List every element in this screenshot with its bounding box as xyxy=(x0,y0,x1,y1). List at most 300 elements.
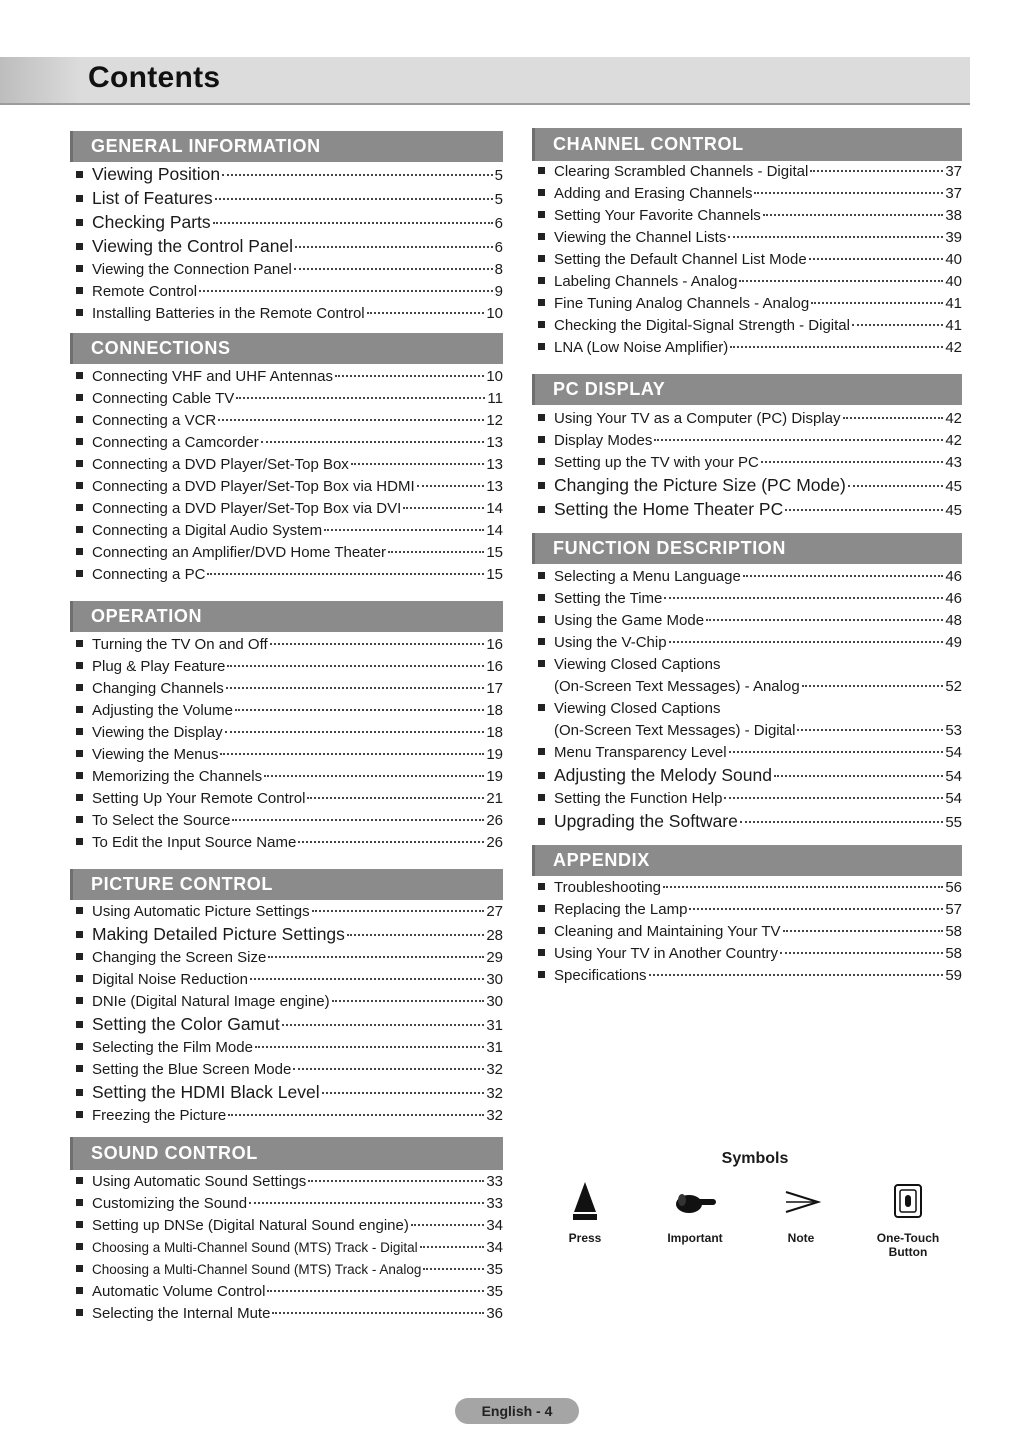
bullet-icon xyxy=(538,572,545,579)
bullet-icon xyxy=(538,660,545,667)
toc-item-label: Using the Game Mode xyxy=(554,612,705,629)
dot-leader xyxy=(783,930,944,932)
bullet-icon xyxy=(76,1265,83,1272)
toc-item-page: 12 xyxy=(486,412,503,429)
toc-item xyxy=(532,161,962,183)
toc-item xyxy=(70,700,503,722)
section-general-information xyxy=(70,131,503,325)
dot-leader xyxy=(228,1114,484,1116)
symbols-title: Symbols xyxy=(721,1150,789,1167)
toc-item-label: Changing the Screen Size xyxy=(92,949,267,966)
toc-item-page: 35 xyxy=(486,1283,503,1300)
toc-item-label: Checking the Digital-Signal Strength - Digital xyxy=(554,317,850,334)
toc-item xyxy=(532,452,962,474)
dot-leader xyxy=(249,1202,484,1204)
toc-list xyxy=(532,161,962,359)
toc-item-page: 13 xyxy=(486,434,503,451)
toc-item xyxy=(532,249,962,271)
toc-item-page: 26 xyxy=(486,812,503,829)
toc-item xyxy=(532,227,962,249)
toc-list xyxy=(70,1171,503,1325)
dot-leader xyxy=(322,1092,485,1094)
section-header: APPENDIX xyxy=(532,845,962,876)
toc-item-label: Replacing the Lamp xyxy=(554,901,688,918)
dot-leader xyxy=(774,775,943,777)
dot-leader xyxy=(420,1246,485,1248)
bullet-icon xyxy=(76,482,83,489)
toc-item-page: 41 xyxy=(945,295,962,312)
dot-leader xyxy=(255,1046,484,1048)
toc-item-page: 43 xyxy=(945,454,962,471)
toc-item-page: 33 xyxy=(486,1195,503,1212)
toc-item-label: Memorizing the Channels xyxy=(92,768,263,785)
bullet-icon xyxy=(76,907,83,914)
toc-item-page: 39 xyxy=(945,229,962,246)
toc-item xyxy=(532,720,962,742)
toc-item xyxy=(532,588,962,610)
section-picture-control xyxy=(70,869,503,1127)
toc-item-label: Setting the Function Help xyxy=(554,790,723,807)
toc-item xyxy=(70,1059,503,1081)
bullet-icon xyxy=(538,321,545,328)
toc-item-page: 58 xyxy=(945,923,962,940)
toc-item xyxy=(70,187,503,211)
toc-item-label: Menu Transparency Level xyxy=(554,744,727,761)
bullet-icon xyxy=(76,750,83,757)
toc-item-label: Setting the Home Theater PC xyxy=(554,499,784,519)
toc-item-page: 42 xyxy=(945,339,962,356)
toc-item xyxy=(532,183,962,205)
toc-item xyxy=(70,410,503,432)
bullet-icon xyxy=(76,1177,83,1184)
dot-leader xyxy=(324,529,484,531)
toc-item xyxy=(70,1013,503,1037)
toc-item-label: Viewing the Control Panel xyxy=(92,236,294,256)
symbol-label: Important xyxy=(667,1231,723,1245)
dot-leader xyxy=(811,302,943,304)
title-bar-fade xyxy=(0,57,82,103)
bullet-icon xyxy=(538,299,545,306)
toc-item-label: (On-Screen Text Messages) - Digital xyxy=(554,722,796,739)
bullet-icon xyxy=(76,794,83,801)
toc-item-page: 5 xyxy=(494,191,503,208)
dot-leader xyxy=(852,324,943,326)
toc-item-page: 19 xyxy=(486,746,503,763)
toc-item-label: Connecting a DVD Player/Set-Top Box xyxy=(92,456,349,473)
toc-item-page: 55 xyxy=(945,814,962,831)
symbol-label: Note xyxy=(787,1231,815,1245)
toc-item-label: Digital Noise Reduction xyxy=(92,971,248,988)
dot-leader xyxy=(743,575,944,577)
dot-leader xyxy=(227,665,484,667)
toc-item-page: 29 xyxy=(486,949,503,966)
toc-item xyxy=(70,634,503,656)
dot-leader xyxy=(797,729,943,731)
bullet-icon xyxy=(76,309,83,316)
toc-item-page: 16 xyxy=(486,658,503,675)
dot-leader xyxy=(780,952,943,954)
dot-leader xyxy=(261,441,485,443)
toc-item xyxy=(70,1303,503,1325)
toc-item-page: 59 xyxy=(945,967,962,984)
press-arrow-icon xyxy=(570,1180,600,1222)
bullet-icon xyxy=(76,953,83,960)
bullet-icon xyxy=(76,526,83,533)
toc-item-page: 42 xyxy=(945,432,962,449)
symbols-legend xyxy=(545,1140,965,1270)
toc-item-label: Viewing the Connection Panel xyxy=(92,261,292,278)
dot-leader xyxy=(232,819,484,821)
section-function-description xyxy=(532,533,962,834)
toc-item xyxy=(70,656,503,678)
dot-leader xyxy=(411,1224,484,1226)
toc-item-page: 14 xyxy=(486,500,503,517)
toc-item xyxy=(70,1193,503,1215)
toc-list xyxy=(70,366,503,586)
toc-item-page: 9 xyxy=(494,283,503,300)
toc-item xyxy=(70,947,503,969)
bullet-icon xyxy=(76,975,83,982)
toc-item xyxy=(532,566,962,588)
toc-item-label: Viewing Position xyxy=(92,164,221,184)
dot-leader xyxy=(848,485,944,487)
toc-item xyxy=(70,564,503,586)
toc-item xyxy=(70,810,503,832)
bullet-icon xyxy=(76,1199,83,1206)
toc-item-label: Using Your TV as a Computer (PC) Display xyxy=(554,410,841,427)
toc-item-label: Using Your TV in Another Country xyxy=(554,945,779,962)
toc-item-label: Remote Control xyxy=(92,283,198,300)
dot-leader xyxy=(294,268,493,270)
toc-item-page: 49 xyxy=(945,634,962,651)
toc-item-label: Fine Tuning Analog Channels - Analog xyxy=(554,295,810,312)
toc-item-label: To Edit the Input Source Name xyxy=(92,834,297,851)
bullet-icon xyxy=(76,662,83,669)
bullet-icon xyxy=(76,460,83,467)
dot-leader xyxy=(235,709,484,711)
toc-item xyxy=(532,610,962,632)
toc-item-label: Connecting an Amplifier/DVD Home Theater xyxy=(92,544,387,561)
bullet-icon xyxy=(538,255,545,262)
toc-item xyxy=(532,676,962,698)
toc-item xyxy=(532,408,962,430)
toc-item-label: Connecting a PC xyxy=(92,566,206,583)
toc-item-page: 48 xyxy=(945,612,962,629)
toc-item-page: 8 xyxy=(494,261,503,278)
dot-leader xyxy=(270,643,485,645)
dot-leader xyxy=(754,192,943,194)
toc-item-page: 28 xyxy=(486,927,503,944)
toc-item xyxy=(70,476,503,498)
bullet-icon xyxy=(538,971,545,978)
toc-item xyxy=(70,722,503,744)
toc-item-page: 10 xyxy=(486,305,503,322)
page-title: Contents xyxy=(88,61,221,94)
toc-item-page: 54 xyxy=(945,790,962,807)
toc-item-page: 35 xyxy=(486,1261,503,1278)
dot-leader xyxy=(225,731,485,733)
toc-item xyxy=(70,788,503,810)
toc-item-page: 13 xyxy=(486,478,503,495)
toc-item-page: 41 xyxy=(945,317,962,334)
bullet-icon xyxy=(76,1287,83,1294)
toc-item xyxy=(532,315,962,337)
dot-leader xyxy=(810,170,943,172)
bullet-icon xyxy=(538,818,545,825)
toc-item-label: Using the V-Chip xyxy=(554,634,667,651)
dot-leader xyxy=(335,375,484,377)
bullet-icon xyxy=(76,684,83,691)
toc-item-page: 38 xyxy=(945,207,962,224)
symbol-label: Press xyxy=(568,1231,602,1245)
section-header: PICTURE CONTROL xyxy=(70,869,503,900)
toc-item-label: Installing Batteries in the Remote Control xyxy=(92,305,365,322)
toc-item-label: Connecting a DVD Player/Set-Top Box via HDMI xyxy=(92,478,415,495)
toc-item-label: Connecting Cable TV xyxy=(92,390,235,407)
toc-list xyxy=(532,877,962,987)
toc-item-page: 46 xyxy=(945,590,962,607)
toc-item-label: Troubleshooting xyxy=(554,879,662,896)
toc-item-label: Viewing the Display xyxy=(92,724,223,741)
toc-item xyxy=(70,1215,503,1237)
bullet-icon xyxy=(538,458,545,465)
toc-item-label: Customizing the Sound xyxy=(92,1195,248,1212)
dot-leader xyxy=(215,198,493,200)
toc-list xyxy=(70,634,503,854)
section-header: SOUND CONTROL xyxy=(70,1137,503,1170)
toc-item xyxy=(70,235,503,259)
toc-item-label: Automatic Volume Control xyxy=(92,1283,266,1300)
toc-item-page: 31 xyxy=(486,1017,503,1034)
bullet-icon xyxy=(76,1043,83,1050)
bullet-icon xyxy=(538,414,545,421)
toc-list xyxy=(532,566,962,834)
bullet-icon xyxy=(76,394,83,401)
dot-leader xyxy=(268,956,484,958)
dot-leader xyxy=(222,174,493,176)
dot-leader xyxy=(264,775,484,777)
bullet-icon xyxy=(76,1021,83,1028)
toc-item-label: Making Detailed Picture Settings xyxy=(92,924,345,944)
section-header: GENERAL INFORMATION xyxy=(70,131,503,162)
dot-leader xyxy=(213,222,493,224)
toc-item xyxy=(70,901,503,923)
toc-item xyxy=(532,788,962,810)
toc-item xyxy=(532,877,962,899)
page-number-footer: English - 4 xyxy=(455,1398,579,1424)
toc-item-label: Choosing a Multi-Channel Sound (MTS) Track - Analog xyxy=(92,1262,422,1277)
toc-item-label: Setting Your Favorite Channels xyxy=(554,207,761,224)
toc-item xyxy=(532,654,962,676)
dot-leader xyxy=(423,1268,484,1270)
section-operation xyxy=(70,601,503,854)
dot-leader xyxy=(664,597,943,599)
dot-leader xyxy=(728,236,943,238)
bullet-icon xyxy=(76,1089,83,1096)
dot-leader xyxy=(295,246,493,248)
section-sound-control xyxy=(70,1137,503,1325)
toc-item-page: 18 xyxy=(486,702,503,719)
dot-leader xyxy=(272,1312,484,1314)
dot-leader xyxy=(226,687,485,689)
dot-leader xyxy=(199,290,493,292)
toc-item-page: 42 xyxy=(945,410,962,427)
bullet-icon xyxy=(76,265,83,272)
bullet-icon xyxy=(538,748,545,755)
dot-leader xyxy=(761,461,943,463)
dot-leader xyxy=(417,485,485,487)
toc-item-page: 30 xyxy=(486,971,503,988)
toc-item-page: 19 xyxy=(486,768,503,785)
note-arrow-icon xyxy=(778,1180,824,1222)
toc-item-page: 30 xyxy=(486,993,503,1010)
toc-item-label: Setting the Color Gamut xyxy=(92,1014,280,1034)
dot-leader xyxy=(802,685,944,687)
toc-item xyxy=(70,259,503,281)
bullet-icon xyxy=(76,171,83,178)
bullet-icon xyxy=(76,838,83,845)
bullet-icon xyxy=(538,927,545,934)
toc-item xyxy=(70,211,503,235)
toc-item-label: Turning the TV On and Off xyxy=(92,636,268,653)
toc-item-label: Adjusting the Volume xyxy=(92,702,233,719)
toc-item xyxy=(70,923,503,947)
bullet-icon xyxy=(538,949,545,956)
symbol-note xyxy=(751,1180,851,1245)
dot-leader xyxy=(689,908,943,910)
dot-leader xyxy=(663,886,943,888)
toc-item-label: Adding and Erasing Channels xyxy=(554,185,753,202)
dot-leader xyxy=(282,1024,485,1026)
toc-item-page: 34 xyxy=(486,1239,503,1256)
toc-item xyxy=(70,1259,503,1281)
bullet-icon xyxy=(76,1221,83,1228)
toc-item xyxy=(532,764,962,788)
toc-item-label: Viewing the Channel Lists xyxy=(554,229,727,246)
bullet-icon xyxy=(76,372,83,379)
bullet-icon xyxy=(538,506,545,513)
bullet-icon xyxy=(76,1309,83,1316)
bullet-icon xyxy=(76,640,83,647)
bullet-icon xyxy=(538,277,545,284)
bullet-icon xyxy=(538,343,545,350)
bullet-icon xyxy=(76,816,83,823)
bullet-icon xyxy=(76,195,83,202)
toc-item-label: Setting the Time xyxy=(554,590,663,607)
dot-leader xyxy=(388,551,484,553)
toc-item-page: 37 xyxy=(945,163,962,180)
bullet-icon xyxy=(76,931,83,938)
toc-item-label: Cleaning and Maintaining Your TV xyxy=(554,923,781,940)
toc-item-label: Freezing the Picture xyxy=(92,1107,227,1124)
dot-leader xyxy=(293,1068,484,1070)
dot-leader xyxy=(706,619,943,621)
toc-item-page: 32 xyxy=(486,1061,503,1078)
dot-leader xyxy=(220,753,484,755)
toc-item-page: 54 xyxy=(945,768,962,785)
toc-item-page: 33 xyxy=(486,1173,503,1190)
dot-leader xyxy=(763,214,944,216)
toc-item xyxy=(532,965,962,987)
toc-item xyxy=(70,1237,503,1259)
dot-leader xyxy=(367,312,485,314)
section-pc-display xyxy=(532,374,962,522)
toc-item-page: 18 xyxy=(486,724,503,741)
toc-item-page: 56 xyxy=(945,879,962,896)
toc-item-label: Connecting a Digital Audio System xyxy=(92,522,323,539)
toc-item xyxy=(70,520,503,542)
toc-item xyxy=(70,1171,503,1193)
toc-item-page: 15 xyxy=(486,544,503,561)
pointing-hand-icon xyxy=(672,1180,718,1222)
toc-item-label: Display Modes xyxy=(554,432,653,449)
dot-leader xyxy=(351,463,485,465)
toc-item xyxy=(70,1105,503,1127)
toc-item-label: Setting the HDMI Black Level xyxy=(92,1082,320,1102)
toc-item xyxy=(532,430,962,452)
bullet-icon xyxy=(538,883,545,890)
toc-item xyxy=(70,163,503,187)
dot-leader xyxy=(724,797,943,799)
bullet-icon xyxy=(76,706,83,713)
bullet-icon xyxy=(538,905,545,912)
dot-leader xyxy=(654,439,943,441)
bullet-icon xyxy=(538,211,545,218)
toc-item xyxy=(70,1281,503,1303)
section-header: FUNCTION DESCRIPTION xyxy=(532,533,962,564)
toc-item xyxy=(532,474,962,498)
toc-item xyxy=(532,205,962,227)
dot-leader xyxy=(649,974,944,976)
bullet-icon xyxy=(76,997,83,1004)
symbol-important xyxy=(645,1180,745,1245)
toc-item-page: 45 xyxy=(945,478,962,495)
dot-leader xyxy=(236,397,485,399)
toc-item-page: 14 xyxy=(486,522,503,539)
toc-item-label: Connecting a DVD Player/Set-Top Box via DVI xyxy=(92,500,402,517)
toc-item xyxy=(70,766,503,788)
toc-item-page: 54 xyxy=(945,744,962,761)
toc-item xyxy=(532,810,962,834)
title-bar xyxy=(0,57,970,105)
toc-item-label: Upgrading the Software xyxy=(554,811,738,831)
bullet-icon xyxy=(76,416,83,423)
toc-list xyxy=(70,163,503,325)
toc-item-page: 58 xyxy=(945,945,962,962)
bullet-icon xyxy=(538,167,545,174)
section-appendix xyxy=(532,845,962,987)
toc-item xyxy=(70,498,503,520)
bullet-icon xyxy=(76,1065,83,1072)
toc-item-page: 52 xyxy=(945,678,962,695)
dot-leader xyxy=(739,280,943,282)
toc-item-page: 46 xyxy=(945,568,962,585)
toc-item-label: Clearing Scrambled Channels - Digital xyxy=(554,163,809,180)
toc-item-label: Setting the Blue Screen Mode xyxy=(92,1061,292,1078)
toc-item-page: 13 xyxy=(486,456,503,473)
dot-leader xyxy=(669,641,944,643)
toc-item xyxy=(70,454,503,476)
section-header: OPERATION xyxy=(70,601,503,632)
toc-item-page: 21 xyxy=(486,790,503,807)
toc-item-label: Selecting a Menu Language xyxy=(554,568,741,585)
dot-leader xyxy=(307,797,484,799)
toc-item-label: Setting the Default Channel List Mode xyxy=(554,251,807,268)
bullet-icon xyxy=(538,726,545,733)
bullet-icon xyxy=(538,682,545,689)
toc-item-label: Selecting the Internal Mute xyxy=(92,1305,271,1322)
toc-item xyxy=(70,744,503,766)
